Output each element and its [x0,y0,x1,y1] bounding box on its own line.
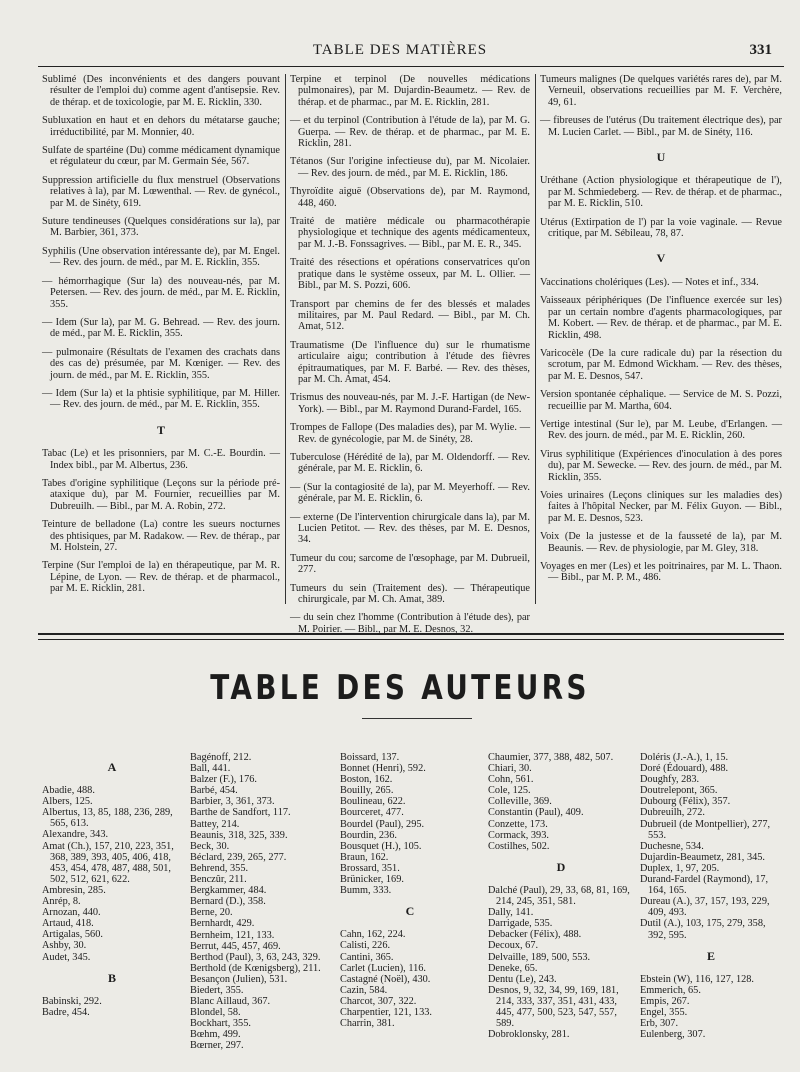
author-entry: Darrigade, 535. [488,918,553,930]
author-entry: Delvaille, 189, 500, 553. [488,951,591,963]
author-entry: Battey, 214. [190,818,240,830]
index-entry: Voies urinaires (Leçons cliniques sur les maladies des) faites à l'hôpital Necker, par M. Félix Guyon. — Bibl., par M. E. Desnos, 523. [540,489,782,524]
index-entry: — Idem (Sur la), par M. G. Behread. — Rev. des journ. de méd., par M. E. Ricklin, 355. [42,316,280,340]
author-entry: Bousquet (H.), 105. [340,840,422,852]
author-entry: Brünicker, 169. [340,874,404,886]
index-entry: — externe (De l'intervention chirurgicale dans la), par M. Lucien Petitot. — Rev. des thèses, par M. E. Desnos, 34. [290,511,530,546]
author-entry: Doutrelepont, 365. [640,785,718,797]
index-entry: Virus syphilitique (Expériences d'inoculation à des pores du), par M. Sewecke. — Rev. des journ. de méd., par M. Ricklin, 355. [540,448,782,483]
author-entry: Benczûr, 211. [190,874,247,886]
author-entry: Artigalas, 560. [42,929,103,941]
author-entry: Biedert, 355. [190,984,244,996]
auteurs-column-3 [340,752,480,1062]
author-entry: Bagénoff, 212. [190,752,252,763]
heading-underline [362,718,472,719]
author-entry: Bouilly, 265. [340,785,394,797]
section-rule [38,639,784,640]
author-entry: Erb, 307. [640,1018,679,1030]
author-entry: Amat (Ch.), 157, 210, 223, 351, 368, 389, 393, 405, 406, 418, 453, 454, 478, 487, 488, 501, 502, 512, 621, 622. [42,840,174,885]
author-entry: Beaunis, 318, 325, 339. [190,829,288,841]
index-entry: Teinture de belladone (La) contre les sueurs nocturnes des phtisiques, par M. Radakow. — Rev. de thérap., par M. Holstein, 27. [42,519,280,553]
index-entry: — Idem (Sur la) et la phtisie syphilitique, par M. Hiller. — Rev. des journ. de méd., par M. E. Ricklin, 355. [42,387,280,411]
author-entry: Dubreuilh, 272. [640,807,705,819]
auteurs-column-1 [42,752,182,1062]
index-entry: Tabac (Le) et les prisonniers, par M. C.-E. Bourdin. — Index bibl., par M. Albertus, 236. [42,448,280,471]
index-entry: Trismus des nouveau-nés, par M. J.-F. Hartigan (de New-York). — Bibl., par M. Raymond Durand-Fardel, 165. [290,392,530,415]
author-entry: Berne, 20. [190,907,233,919]
index-entry: Utérus (Extirpation de l') par la voie vaginale. — Revue critique, par M. Sébileau, 78, 87. [540,216,782,240]
author-entry: Berthold (de Kœnigsberg), 211. [190,962,321,974]
author-entry: Dally, 141. [488,907,534,919]
index-entry: Traité des résections et opérations conservatrices qu'on pratique dans le système osseux, par M. L. Ollier. — Bibl., par M. S. Pozzi, 606. [290,257,530,292]
index-entry: Tumeurs malignes (De quelques variétés rares de), par M. Verneuil, observations recueillies par M. F. Verchère, 49, 61. [540,74,782,108]
author-entry: Cormack, 393. [488,829,549,841]
author-entry: Cohn, 561. [488,774,534,786]
author-entry: Doléris (J.-A.), 1, 15. [640,752,729,763]
author-entry: Cantini, 365. [340,951,394,963]
matieres-column-3 [540,74,782,608]
author-entry: Behrend, 355. [190,862,249,874]
author-entry: Empis, 267. [640,995,690,1007]
author-entry: Cahn, 162, 224. [340,929,406,941]
section-letter: B [107,970,116,985]
author-entry: Beck, 30. [190,840,230,852]
author-entry: Dujardin-Beaumetz, 281, 345. [640,851,765,863]
author-entry: Bourdin, 236. [340,829,397,841]
index-entry: Tumeurs du sein (Traitement des). — Thérapeutique chirurgicale, par M. Ch. Amat, 389. [290,582,530,606]
index-entry: Varicocèle (De la cure radicale du) par la résection du scrotum, par M. Edmond Wickham. — Rev. des thèses, par M. E. Desnos, 547. [540,347,782,382]
author-entry: Badre, 454. [42,1006,90,1018]
author-entry: Cazin, 584. [340,984,388,996]
column-divider [535,74,536,604]
author-entry: Ashby, 30. [42,940,87,952]
matieres-column-2 [290,74,530,635]
author-entry: Alexandre, 343. [42,829,109,841]
author-entry: Doughfy, 283. [640,774,700,786]
index-entry: Voix (De la justesse et de la fausseté de la), par M. Beaunis. — Rev. de physiologie, par M. Gley, 318. [540,531,782,554]
index-entry: — du sein chez l'homme (Contribution à l'étude des), par M. Poirier. — Bibl., par M. E. Desnos, 32. [290,612,530,635]
author-entry: Chiari, 30. [488,763,532,775]
author-entry: Boissard, 137. [340,752,400,763]
index-entry: Terpine (Sur l'emploi de la) en thérapeutique, par M. R. Lépine, de Lyon. — Rev. de thérap. et de pharmacol., par M. E. Ricklin, 281. [42,560,280,595]
index-entry: Traité de matière médicale ou pharmacothérapie physiologique et technique des agents médicamenteux, par M. J.-B. Fonssagrives. — Bibl., par M. E. R., 345. [290,216,530,250]
author-entry: Dubourg (Félix), 357. [640,796,731,808]
index-entry: Uréthane (Action physiologique et thérapeutique de l'), par M. Schmiedeberg. — Rev. de thérap. et de pharmac., par M. E. Ricklin, 510. [540,175,782,210]
author-entry: Dalché (Paul), 29, 33, 68, 81, 169, 214, 245, 351, 581. [488,884,630,908]
author-entry: Duchesne, 534. [640,840,704,852]
author-entry: Barbé, 454. [190,785,238,797]
author-entry: Bourdel (Paul), 295. [340,818,425,830]
section-letter: V [656,251,666,266]
author-entry: Deneke, 65. [488,962,538,974]
auteurs-column-4 [488,752,634,1062]
author-entry: Barthe de Sandfort, 117. [190,807,291,819]
author-entry: Duplex, 1, 97, 205. [640,862,720,874]
index-entry: — pulmonaire (Résultats de l'examen des crachats dans des cas de) présumée, par M. Kœniger. — Rev. des journ. de méd., par M. E. Ricklin, 355. [42,346,280,381]
author-entry: Barbier, 3, 361, 373. [190,796,275,808]
author-entry: Bœrner, 297. [190,1040,244,1052]
index-entry: — et du terpinol (Contribution à l'étude de la), par M. G. Guerpa. — Rev. de thérap. et de pharmac., par M. E. Ricklin, 281. [290,115,530,150]
index-entry: Vaisseaux périphériques (De l'influence exercée sur les) par un certain nombre d'agents pharmacologiques, par M. Kobert. — Rev. de thérap. et de pharmac., par M. E. Ricklin, 498. [540,295,782,341]
author-entry: Dentu (Le), 243. [488,973,557,985]
author-entry: Bernheim, 121, 133. [190,929,275,941]
author-entry: Carlet (Lucien), 116. [340,962,426,974]
author-entry: Ambresin, 285. [42,884,106,896]
running-head [0,40,800,64]
author-entry: Arnozan, 440. [42,907,101,919]
author-entry: Charrin, 381. [340,1018,395,1030]
section-letter: E [706,948,715,963]
table-des-matieres [42,74,782,635]
index-entry: — fibreuses de l'utérus (Du traitement électrique des), par M. Lucien Carlet. — Bibl., par M. de Sinéty, 116. [540,115,782,138]
index-entry: Version spontanée céphalique. — Service de M. S. Pozzi, recueillie par M. Martha, 604. [540,389,782,412]
author-entry: Durand-Fardel (Raymond), 17, 164, 165. [640,874,769,897]
author-entry: Debacker (Félix), 488. [488,929,582,941]
index-entry: Suture tendineuses (Quelques considérations sur la), par M. Barbier, 361, 373. [42,216,280,239]
author-entry: Eulenberg, 307. [640,1029,706,1041]
index-entry: Subluxation en haut et en dehors du métatarse gauche; irréductibilité, par M. Monnier, 40. [42,115,280,138]
author-entry: Brossard, 351. [340,862,400,874]
index-entry: Sublimé (Des inconvénients et des dangers pouvant résulter de l'emploi du) comme agent d'antisepsie. Rev. de thérap. et de toxicologie, par M. E. Ricklin, 330. [42,74,280,108]
author-entry: Anrép, 8. [42,896,81,908]
index-entry: Thyroïdite aiguë (Observations de), par M. Raymond, 448, 460. [290,186,530,209]
author-entry: Bonnet (Henri), 592. [340,763,426,775]
author-entry: Babinski, 292. [42,995,102,1007]
author-entry: Engel, 355. [640,1006,688,1018]
section-letter: C [405,904,415,919]
author-entry: Berrut, 445, 457, 469. [190,940,281,952]
index-entry: — (Sur la contagiosité de la), par M. Meyerhoff. — Rev. générale, par M. E. Ricklin, 6. [290,481,530,505]
auteurs-heading: TABLE DES AUTEURS [210,668,590,708]
running-head-title: TABLE DES MATIÈRES [312,42,488,58]
index-entry: Tabes d'origine syphilitique (Leçons sur la période pré-ataxique du), par M. Fournier, recueillies par M. Dubreuilh. — Bibl., par M. A. Robin, 272. [42,477,280,512]
author-entry: Blanc Aillaud, 367. [190,996,271,1008]
author-entry: Costilhes, 502. [488,840,550,852]
index-entry: Tétanos (Sur l'origine infectieuse du), par M. Nicolaier. — Rev. des journ. de méd., par M. E. Ricklin, 186. [290,156,530,179]
author-entry: Doré (Édouard), 488. [640,763,729,775]
header-rule [38,66,784,67]
index-entry: Transport par chemins de fer des blessés et malades militaires, par M. Paul Redard. — Bibl., par M. Ch. Amat, 512. [290,298,530,333]
auteurs-column-5 [640,752,782,1062]
author-entry: Bernard (D.), 358. [190,896,266,908]
index-entry: Tumeur du cou; sarcome de l'œsophage, par M. Dubrueil, 277. [290,552,530,576]
author-entry: Albertus, 13, 85, 188, 236, 289, 565, 613. [42,807,173,830]
section-letter: A [107,760,117,774]
auteurs-column-2 [190,752,334,1062]
author-entry: Boulineau, 622. [340,796,406,808]
index-entry: Tuberculose (Hérédité de la), par M. Oldendorff. — Rev. générale, par M. E. Ricklin, 6. [290,451,530,475]
index-entry: Suppression artificielle du flux menstruel (Observations relatives à la), par M. Lœwenthal. — Rev. de gynécol., par M. de Sinéty, 619. [42,174,280,209]
author-entry: Ball, 441. [190,763,231,775]
author-entry: Bergkammer, 484. [190,885,267,897]
author-entry: Constantin (Paul), 409. [488,807,584,819]
author-entry: Dureau (A.), 37, 157, 193, 229, 409, 493. [640,896,770,919]
index-entry: Trompes de Fallope (Des maladies des), par M. Wylie. — Rev. de gynécologie, par M. de Sinéty, 28. [290,422,530,445]
author-entry: Dutil (A.), 103, 175, 279, 358, 392, 595. [640,918,766,941]
author-entry: Boston, 162. [340,774,393,786]
index-entry: Vaccinations cholériques (Les). — Notes et inf., 334. [540,276,759,288]
index-entry: Terpine et terpinol (De nouvelles médications pulmonaires), par M. Dujardin-Beaumetz. — Rev. de thérap. et de pharmac., par M. E. Ricklin, 281. [290,74,530,108]
author-entry: Blondel, 58. [190,1007,241,1019]
index-entry: Sulfate de spartéine (Du) comme médicament dynamique et régulateur du cœur, par M. Germain Sée, 567. [42,145,280,168]
author-entry: Cole, 125. [488,785,531,797]
column-divider [285,74,286,604]
author-entry: Braun, 162. [340,851,389,863]
table-des-auteurs [42,752,782,1062]
index-entry: Vertige intestinal (Sur le), par M. Leube, d'Erlangen. — Rev. des journ. de méd., par M. E. Ricklin, 260. [540,418,782,442]
author-entry: Colleville, 369. [488,796,552,808]
page-number: 331 [749,42,772,58]
author-entry: Audet, 345. [42,951,91,963]
author-entry: Berthod (Paul), 3, 63, 243, 329. [190,951,321,963]
section-letter: T [156,422,165,437]
section-letter: D [556,859,566,874]
author-entry: Artaud, 418. [42,918,94,930]
author-entry: Béclard, 239, 265, 277. [190,851,287,863]
author-entry: Castagné (Noël), 430. [340,973,431,985]
author-entry: Bernhardt, 429. [190,918,255,930]
author-entry: Ebstein (W), 116, 127, 128. [640,973,755,985]
author-entry: Charpentier, 121, 133. [340,1006,432,1018]
author-entry: Bœhm, 499. [190,1029,241,1041]
index-entry: Traumatisme (De l'influence du) sur le rhumatisme articulaire aigu; contribution à l'étude des fièvres épitraumatiques, par M. F. Barbé. — Rev. des thèses, par M. Ch. Amat, 454. [290,339,530,385]
index-entry: Syphilis (Une observation intéressante de), par M. Engel. — Rev. des journ. de méd., par M. E. Ricklin, 355. [42,245,280,269]
author-entry: Albers, 125. [42,796,93,808]
author-entry: Decoux, 67. [488,940,539,952]
author-entry: Dobroklonsky, 281. [488,1029,570,1041]
author-entry: Besançon (Julien), 531. [190,973,288,985]
author-entry: Emmerich, 65. [640,984,701,996]
author-entry: Calisti, 226. [340,940,391,952]
matieres-column-1 [42,74,280,608]
author-entry: Bockhart, 355. [190,1018,251,1030]
section-letter: U [656,150,666,165]
author-entry: Chaumier, 377, 388, 482, 507. [488,752,614,763]
author-entry: Conzette, 173. [488,818,548,830]
author-entry: Balzer (F.), 176. [190,774,257,786]
author-entry: Bourceret, 477. [340,807,404,819]
section-rule [38,633,784,635]
author-entry: Abadie, 488. [42,785,95,797]
author-entry: Bumm, 333. [340,885,392,897]
author-entry: Charcot, 307, 322. [340,995,417,1007]
author-entry: Dubrueil (de Montpellier), 277, 553. [640,818,771,841]
index-entry: — hémorrhagique (Sur la) des nouveau-nés, par M. Petersen. — Rev. des journ. de méd., par M. E. Ricklin, 355. [42,275,280,310]
index-entry: Voyages en mer (Les) et les poitrinaires, par M. L. Thaon. — Bibl., par M. P. M., 486. [540,561,782,584]
author-entry: Desnos, 9, 32, 34, 99, 169, 181, 214, 333, 337, 351, 431, 433, 445, 477, 500, 523, 547, 557, 589. [488,984,619,1030]
